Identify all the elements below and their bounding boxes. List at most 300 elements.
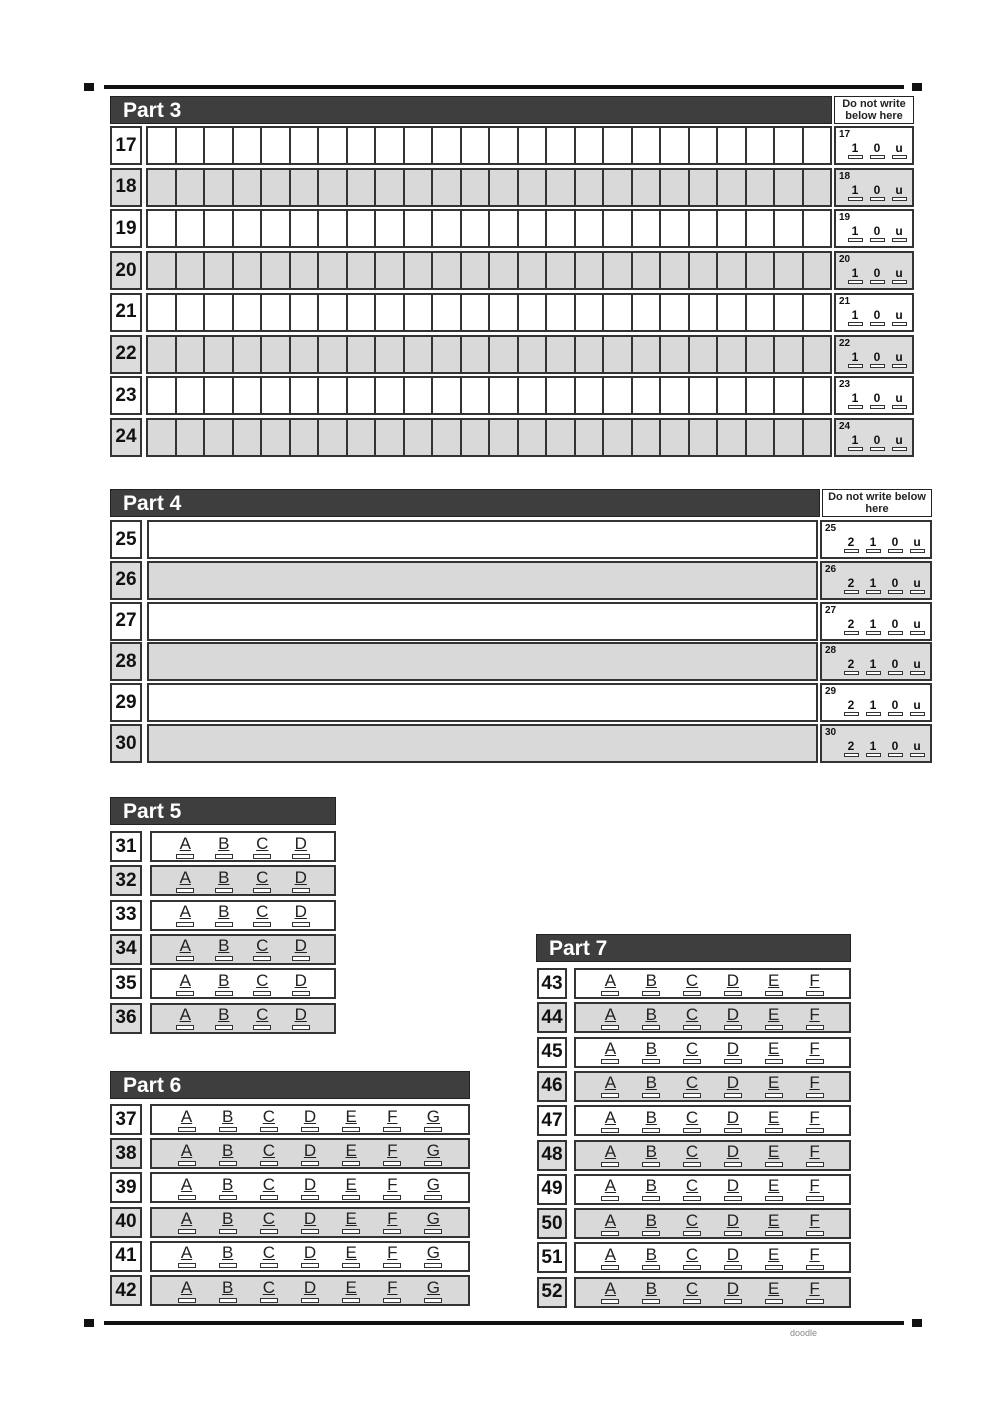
answer-mark-box[interactable] (601, 991, 619, 996)
answer-option-f[interactable] (803, 972, 827, 996)
score-mark-box[interactable] (892, 197, 907, 201)
letter-box[interactable] (547, 170, 576, 205)
answer-mark-box[interactable] (642, 991, 660, 996)
letter-box[interactable] (747, 211, 776, 246)
letter-box[interactable] (376, 420, 405, 455)
letter-box[interactable] (490, 211, 519, 246)
score-mark-box[interactable] (870, 447, 885, 451)
answer-option-b[interactable] (216, 1142, 240, 1166)
score-option[interactable] (869, 434, 885, 451)
letter-box[interactable] (348, 253, 377, 288)
answer-mark-box[interactable] (601, 1196, 619, 1201)
answer-mark-box[interactable] (178, 1229, 196, 1234)
score-mark-box[interactable] (892, 447, 907, 451)
letter-box[interactable] (547, 420, 576, 455)
answer-option-c[interactable] (680, 1074, 704, 1098)
letter-box[interactable] (148, 253, 177, 288)
score-mark-box[interactable] (844, 549, 859, 553)
answer-option-c[interactable] (250, 972, 274, 996)
answer-option-g[interactable] (421, 1210, 445, 1234)
letter-box[interactable] (633, 420, 662, 455)
answer-option-b[interactable] (212, 972, 236, 996)
answer-option-f[interactable] (803, 1280, 827, 1304)
answer-mark-box[interactable] (215, 854, 233, 859)
letter-box[interactable] (262, 295, 291, 330)
letter-box[interactable] (661, 337, 690, 372)
score-mark-box[interactable] (892, 280, 907, 284)
letter-box[interactable] (747, 378, 776, 413)
answer-option-e[interactable] (339, 1142, 363, 1166)
answer-option-d[interactable] (721, 1143, 745, 1167)
letter-box[interactable] (576, 378, 605, 413)
score-option[interactable] (847, 392, 863, 409)
score-mark-box[interactable] (888, 549, 903, 553)
letter-box[interactable] (262, 128, 291, 163)
answer-option-a[interactable] (175, 1142, 199, 1166)
answer-option-a[interactable] (598, 1006, 622, 1030)
answer-mark-box[interactable] (683, 1299, 701, 1304)
letter-box[interactable] (433, 378, 462, 413)
letter-box[interactable] (633, 378, 662, 413)
answer-option-b[interactable] (216, 1244, 240, 1268)
answer-mark-box[interactable] (219, 1229, 237, 1234)
answer-mark-box[interactable] (765, 1059, 783, 1064)
letter-box[interactable] (319, 211, 348, 246)
answer-option-d[interactable] (298, 1244, 322, 1268)
score-option[interactable] (891, 184, 907, 201)
letter-box[interactable] (433, 337, 462, 372)
answer-option-e[interactable] (339, 1279, 363, 1303)
answer-mark-box[interactable] (724, 1128, 742, 1133)
answer-option-a[interactable] (175, 1176, 199, 1200)
answer-option-f[interactable] (803, 1246, 827, 1270)
letter-box[interactable] (462, 170, 491, 205)
score-option[interactable] (891, 392, 907, 409)
letter-box[interactable] (576, 337, 605, 372)
letter-box[interactable] (747, 295, 776, 330)
answer-option-e[interactable] (762, 1040, 786, 1064)
letter-box[interactable] (775, 211, 804, 246)
letter-box[interactable] (519, 420, 548, 455)
letter-box[interactable] (661, 128, 690, 163)
answer-option-c[interactable] (257, 1210, 281, 1234)
letter-box[interactable] (576, 295, 605, 330)
letter-box[interactable] (348, 211, 377, 246)
letter-box[interactable] (376, 128, 405, 163)
score-mark-box[interactable] (844, 671, 859, 675)
answer-mark-box[interactable] (724, 1059, 742, 1064)
answer-mark-box[interactable] (683, 1196, 701, 1201)
answer-mark-box[interactable] (301, 1127, 319, 1132)
score-option[interactable] (887, 699, 903, 716)
letter-box[interactable] (633, 128, 662, 163)
answer-field[interactable] (147, 724, 818, 763)
answer-mark-box[interactable] (178, 1298, 196, 1303)
score-option[interactable] (847, 434, 863, 451)
letter-box[interactable] (547, 378, 576, 413)
score-mark-box[interactable] (866, 753, 881, 757)
letter-box[interactable] (291, 295, 320, 330)
score-mark-box[interactable] (888, 631, 903, 635)
letter-box[interactable] (804, 295, 831, 330)
score-mark-box[interactable] (866, 631, 881, 635)
answer-option-d[interactable] (289, 937, 313, 961)
answer-option-c[interactable] (680, 1212, 704, 1236)
answer-option-d[interactable] (298, 1210, 322, 1234)
score-mark-box[interactable] (870, 197, 885, 201)
letter-box[interactable] (177, 337, 206, 372)
letter-box[interactable] (490, 128, 519, 163)
answer-mark-box[interactable] (765, 1025, 783, 1030)
letter-box[interactable] (234, 211, 263, 246)
letter-box[interactable] (376, 211, 405, 246)
letter-box[interactable] (376, 253, 405, 288)
answer-mark-box[interactable] (806, 1025, 824, 1030)
letter-box[interactable] (576, 170, 605, 205)
letter-box[interactable] (262, 420, 291, 455)
answer-mark-box[interactable] (215, 1025, 233, 1030)
score-option[interactable] (869, 184, 885, 201)
score-option[interactable] (843, 618, 859, 635)
score-option[interactable] (869, 142, 885, 159)
answer-mark-box[interactable] (806, 1231, 824, 1236)
letter-box[interactable] (462, 337, 491, 372)
answer-mark-box[interactable] (301, 1263, 319, 1268)
answer-mark-box[interactable] (342, 1161, 360, 1166)
letter-box[interactable] (319, 128, 348, 163)
answer-mark-box[interactable] (806, 1299, 824, 1304)
answer-option-a[interactable] (173, 903, 197, 927)
letter-box[interactable] (348, 378, 377, 413)
answer-option-a[interactable] (598, 1246, 622, 1270)
letter-box[interactable] (319, 170, 348, 205)
letter-box[interactable] (661, 170, 690, 205)
score-mark-box[interactable] (870, 405, 885, 409)
letter-box[interactable] (547, 253, 576, 288)
answer-option-f[interactable] (803, 1143, 827, 1167)
score-option[interactable] (869, 351, 885, 368)
answer-mark-box[interactable] (260, 1298, 278, 1303)
answer-mark-box[interactable] (219, 1263, 237, 1268)
answer-option-a[interactable] (173, 835, 197, 859)
letter-box[interactable] (604, 337, 633, 372)
letter-box[interactable] (804, 253, 831, 288)
answer-mark-box[interactable] (765, 1093, 783, 1098)
letter-box[interactable] (405, 170, 434, 205)
answer-option-f[interactable] (380, 1210, 404, 1234)
score-option[interactable] (847, 309, 863, 326)
answer-mark-box[interactable] (765, 1128, 783, 1133)
answer-option-c[interactable] (250, 903, 274, 927)
answer-mark-box[interactable] (176, 854, 194, 859)
score-mark-box[interactable] (844, 631, 859, 635)
answer-option-d[interactable] (289, 972, 313, 996)
letter-box[interactable] (262, 378, 291, 413)
letter-box[interactable] (177, 128, 206, 163)
letter-box[interactable] (462, 253, 491, 288)
answer-mark-box[interactable] (215, 922, 233, 927)
letter-box[interactable] (405, 295, 434, 330)
score-mark-box[interactable] (910, 671, 925, 675)
letter-box[interactable] (519, 253, 548, 288)
answer-mark-box[interactable] (765, 1265, 783, 1270)
answer-option-a[interactable] (598, 1074, 622, 1098)
score-option[interactable] (909, 658, 925, 675)
answer-option-b[interactable] (216, 1210, 240, 1234)
score-option[interactable] (891, 142, 907, 159)
answer-mark-box[interactable] (724, 1025, 742, 1030)
score-mark-box[interactable] (848, 238, 863, 242)
letter-box[interactable] (319, 295, 348, 330)
letter-box[interactable] (661, 420, 690, 455)
answer-option-c[interactable] (257, 1108, 281, 1132)
answer-mark-box[interactable] (424, 1298, 442, 1303)
answer-option-c[interactable] (250, 937, 274, 961)
answer-mark-box[interactable] (642, 1025, 660, 1030)
answer-option-d[interactable] (298, 1176, 322, 1200)
score-option[interactable] (891, 267, 907, 284)
answer-mark-box[interactable] (301, 1195, 319, 1200)
answer-option-b[interactable] (212, 937, 236, 961)
answer-mark-box[interactable] (642, 1093, 660, 1098)
letter-box[interactable] (462, 128, 491, 163)
letter-box[interactable] (148, 378, 177, 413)
letter-box[interactable] (319, 378, 348, 413)
answer-mark-box[interactable] (178, 1195, 196, 1200)
answer-option-c[interactable] (257, 1142, 281, 1166)
answer-mark-box[interactable] (215, 888, 233, 893)
score-mark-box[interactable] (844, 753, 859, 757)
answer-option-c[interactable] (680, 1006, 704, 1030)
answer-mark-box[interactable] (301, 1229, 319, 1234)
answer-option-d[interactable] (721, 1040, 745, 1064)
answer-option-a[interactable] (598, 1177, 622, 1201)
score-option[interactable] (865, 658, 881, 675)
letter-box[interactable] (291, 170, 320, 205)
answer-option-c[interactable] (680, 1109, 704, 1133)
letter-box[interactable] (148, 170, 177, 205)
answer-option-b[interactable] (639, 1006, 663, 1030)
score-option[interactable] (891, 434, 907, 451)
answer-option-d[interactable] (721, 1109, 745, 1133)
answer-option-b[interactable] (639, 1246, 663, 1270)
answer-option-e[interactable] (762, 1280, 786, 1304)
score-option[interactable] (887, 740, 903, 757)
answer-mark-box[interactable] (683, 1093, 701, 1098)
answer-mark-box[interactable] (176, 991, 194, 996)
answer-mark-box[interactable] (806, 1162, 824, 1167)
score-mark-box[interactable] (848, 447, 863, 451)
letter-box[interactable] (547, 295, 576, 330)
answer-mark-box[interactable] (301, 1161, 319, 1166)
letter-box[interactable] (490, 337, 519, 372)
score-option[interactable] (887, 577, 903, 594)
answer-option-b[interactable] (639, 1177, 663, 1201)
letter-box[interactable] (604, 420, 633, 455)
letter-box[interactable] (462, 420, 491, 455)
answer-option-c[interactable] (250, 869, 274, 893)
score-option[interactable] (843, 536, 859, 553)
score-option[interactable] (843, 740, 859, 757)
answer-option-d[interactable] (721, 1212, 745, 1236)
answer-option-e[interactable] (762, 1246, 786, 1270)
letter-box[interactable] (804, 170, 831, 205)
letter-box[interactable] (718, 211, 747, 246)
answer-option-b[interactable] (639, 1040, 663, 1064)
answer-option-g[interactable] (421, 1142, 445, 1166)
score-mark-box[interactable] (844, 712, 859, 716)
score-option[interactable] (847, 184, 863, 201)
letter-box[interactable] (633, 295, 662, 330)
letter-box[interactable] (718, 295, 747, 330)
answer-mark-box[interactable] (806, 1093, 824, 1098)
answer-mark-box[interactable] (176, 888, 194, 893)
answer-mark-box[interactable] (642, 1231, 660, 1236)
score-option[interactable] (843, 658, 859, 675)
answer-option-b[interactable] (216, 1176, 240, 1200)
answer-mark-box[interactable] (683, 991, 701, 996)
answer-option-c[interactable] (250, 835, 274, 859)
answer-mark-box[interactable] (683, 1162, 701, 1167)
answer-mark-box[interactable] (383, 1229, 401, 1234)
answer-mark-box[interactable] (260, 1161, 278, 1166)
score-mark-box[interactable] (892, 364, 907, 368)
answer-option-b[interactable] (639, 972, 663, 996)
answer-mark-box[interactable] (342, 1229, 360, 1234)
letter-box[interactable] (291, 420, 320, 455)
score-option[interactable] (869, 267, 885, 284)
answer-mark-box[interactable] (601, 1265, 619, 1270)
letter-box[interactable] (775, 420, 804, 455)
answer-mark-box[interactable] (292, 1025, 310, 1030)
letter-box[interactable] (405, 211, 434, 246)
letter-box[interactable] (576, 420, 605, 455)
letter-box[interactable] (177, 378, 206, 413)
letter-box[interactable] (462, 295, 491, 330)
score-option[interactable] (869, 309, 885, 326)
answer-mark-box[interactable] (342, 1195, 360, 1200)
answer-mark-box[interactable] (424, 1229, 442, 1234)
letter-box[interactable] (519, 378, 548, 413)
letter-box[interactable] (604, 253, 633, 288)
answer-option-d[interactable] (721, 1177, 745, 1201)
letter-box[interactable] (205, 420, 234, 455)
answer-mark-box[interactable] (642, 1265, 660, 1270)
score-option[interactable] (887, 536, 903, 553)
answer-mark-box[interactable] (642, 1059, 660, 1064)
score-mark-box[interactable] (870, 155, 885, 159)
answer-mark-box[interactable] (301, 1298, 319, 1303)
letter-box[interactable] (405, 253, 434, 288)
answer-option-b[interactable] (212, 835, 236, 859)
score-mark-box[interactable] (848, 364, 863, 368)
letter-box[interactable] (519, 170, 548, 205)
letter-box[interactable] (775, 128, 804, 163)
letter-box[interactable] (148, 211, 177, 246)
answer-mark-box[interactable] (253, 922, 271, 927)
letter-box[interactable] (433, 170, 462, 205)
answer-option-c[interactable] (680, 1246, 704, 1270)
answer-mark-box[interactable] (642, 1196, 660, 1201)
answer-mark-box[interactable] (219, 1161, 237, 1166)
letter-box[interactable] (604, 295, 633, 330)
letter-box[interactable] (804, 128, 831, 163)
answer-mark-box[interactable] (601, 1059, 619, 1064)
answer-option-a[interactable] (598, 1109, 622, 1133)
answer-option-e[interactable] (762, 1109, 786, 1133)
answer-mark-box[interactable] (260, 1195, 278, 1200)
letter-box[interactable] (633, 337, 662, 372)
score-option[interactable] (891, 351, 907, 368)
answer-option-b[interactable] (212, 869, 236, 893)
score-mark-box[interactable] (870, 364, 885, 368)
answer-mark-box[interactable] (383, 1263, 401, 1268)
answer-option-f[interactable] (803, 1006, 827, 1030)
letter-box[interactable] (405, 378, 434, 413)
letter-box[interactable] (661, 295, 690, 330)
answer-mark-box[interactable] (724, 1093, 742, 1098)
answer-field[interactable] (147, 520, 818, 559)
letter-box[interactable] (633, 211, 662, 246)
answer-option-g[interactable] (421, 1176, 445, 1200)
letter-box[interactable] (775, 170, 804, 205)
letter-box[interactable] (376, 337, 405, 372)
answer-mark-box[interactable] (765, 991, 783, 996)
letter-box[interactable] (718, 378, 747, 413)
letter-box[interactable] (433, 295, 462, 330)
letter-box[interactable] (205, 128, 234, 163)
letter-box[interactable] (291, 378, 320, 413)
answer-option-g[interactable] (421, 1279, 445, 1303)
answer-option-a[interactable] (598, 1040, 622, 1064)
letter-box[interactable] (804, 337, 831, 372)
answer-option-c[interactable] (680, 1280, 704, 1304)
letter-box[interactable] (775, 253, 804, 288)
letter-box[interactable] (462, 211, 491, 246)
answer-option-b[interactable] (216, 1279, 240, 1303)
score-mark-box[interactable] (848, 405, 863, 409)
answer-option-d[interactable] (289, 835, 313, 859)
answer-option-f[interactable] (803, 1212, 827, 1236)
letter-box[interactable] (690, 420, 719, 455)
letter-box[interactable] (576, 253, 605, 288)
score-option[interactable] (909, 699, 925, 716)
letter-box[interactable] (348, 170, 377, 205)
score-mark-box[interactable] (848, 155, 863, 159)
letter-box[interactable] (747, 170, 776, 205)
letter-box[interactable] (348, 420, 377, 455)
letter-box[interactable] (148, 295, 177, 330)
letter-box[interactable] (177, 295, 206, 330)
answer-mark-box[interactable] (683, 1231, 701, 1236)
answer-mark-box[interactable] (765, 1162, 783, 1167)
score-option[interactable] (887, 618, 903, 635)
answer-mark-box[interactable] (292, 854, 310, 859)
answer-field[interactable] (147, 602, 818, 641)
answer-mark-box[interactable] (642, 1299, 660, 1304)
letter-box[interactable] (775, 378, 804, 413)
letter-box[interactable] (604, 170, 633, 205)
answer-mark-box[interactable] (683, 1128, 701, 1133)
answer-mark-box[interactable] (176, 922, 194, 927)
score-option[interactable] (891, 309, 907, 326)
letter-box[interactable] (291, 128, 320, 163)
letter-box[interactable] (205, 170, 234, 205)
letter-box[interactable] (747, 253, 776, 288)
answer-mark-box[interactable] (724, 991, 742, 996)
answer-mark-box[interactable] (601, 1093, 619, 1098)
answer-option-f[interactable] (803, 1109, 827, 1133)
